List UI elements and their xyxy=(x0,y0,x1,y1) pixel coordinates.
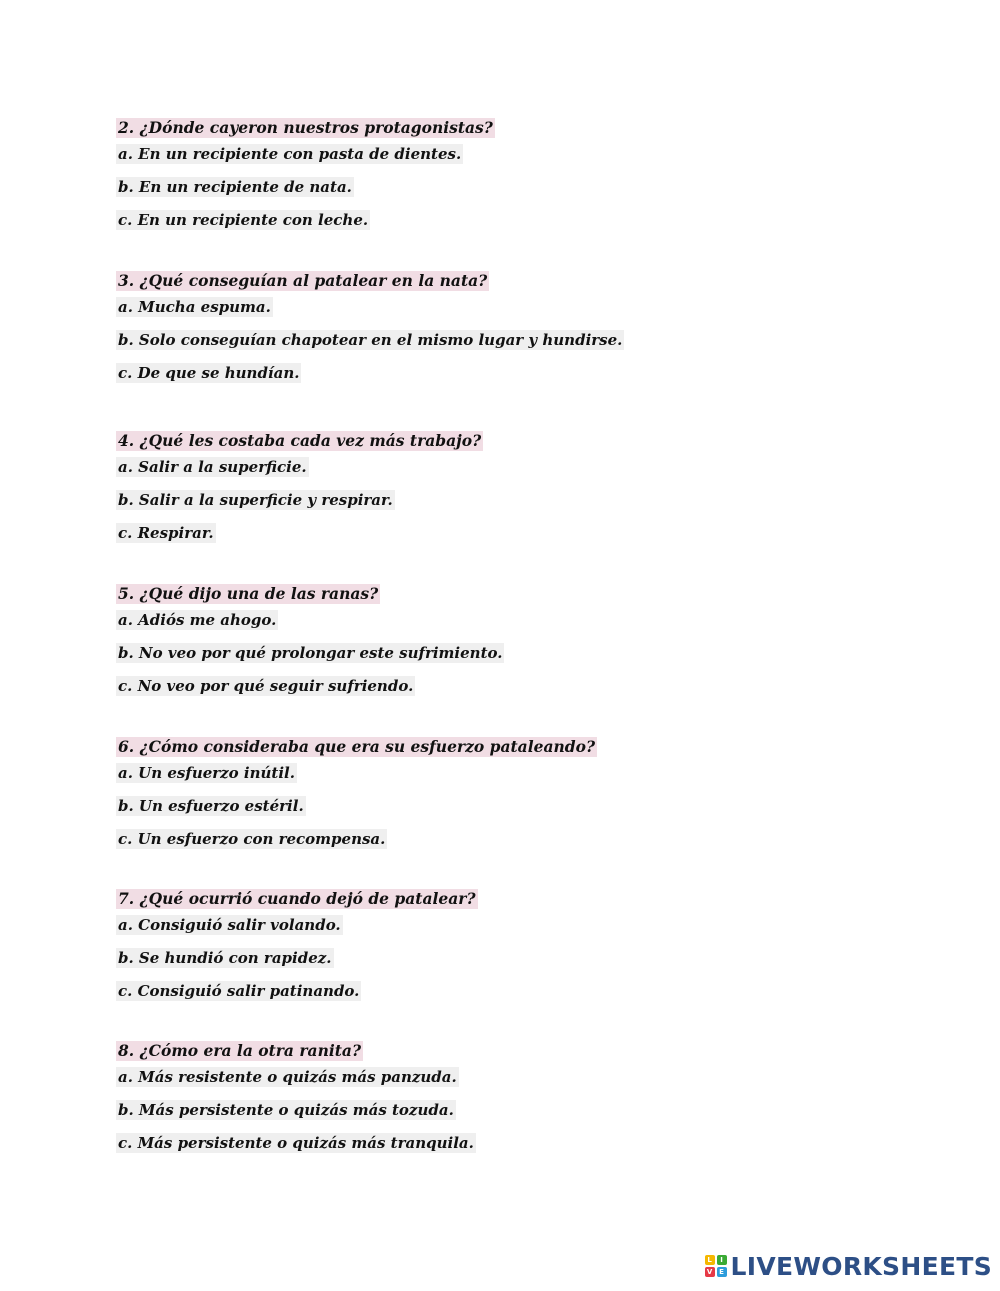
option-b[interactable]: b. No veo por qué prolongar este sufrimiento. xyxy=(118,644,503,662)
option-b[interactable]: b. Salir a la superficie y respirar. xyxy=(118,491,393,509)
question-title: 8. ¿Cómo era la otra ranita? xyxy=(118,1041,362,1060)
logo-letter-e: E xyxy=(717,1267,727,1277)
question-title: 6. ¿Cómo consideraba que era su esfuerzo pataleando? xyxy=(118,737,596,756)
option-a[interactable]: a. Salir a la superficie. xyxy=(118,458,307,476)
question-3 xyxy=(116,271,816,396)
option-c[interactable]: c. Consiguió salir patinando. xyxy=(118,982,360,1000)
option-b[interactable]: b. Solo conseguían chapotear en el mismo lugar y hundirse. xyxy=(118,331,623,349)
liveworksheets-logo-icon xyxy=(705,1255,727,1277)
option-a[interactable]: a. Consiguió salir volando. xyxy=(118,916,341,934)
option-a[interactable]: a. Más resistente o quizás más panzuda. xyxy=(118,1068,457,1086)
question-2 xyxy=(116,118,816,243)
logo-letter-v: V xyxy=(705,1267,715,1277)
option-a[interactable]: a. Un esfuerzo inútil. xyxy=(118,764,295,782)
option-c[interactable]: c. Un esfuerzo con recompensa. xyxy=(118,830,386,848)
brand-name: LIVEWORKSHEETS xyxy=(730,1251,992,1281)
question-title: 5. ¿Qué dijo una de las ranas? xyxy=(118,584,379,603)
option-a[interactable]: a. Mucha espuma. xyxy=(118,298,271,316)
question-title: 4. ¿Qué les costaba cada vez más trabajo? xyxy=(118,431,482,450)
liveworksheets-brand xyxy=(705,1251,992,1281)
option-a[interactable]: a. Adiós me ahogo. xyxy=(118,611,277,629)
question-7 xyxy=(116,889,816,1014)
option-c[interactable]: c. En un recipiente con leche. xyxy=(118,211,369,229)
option-b[interactable]: b. Un esfuerzo estéril. xyxy=(118,797,304,815)
option-b[interactable]: b. En un recipiente de nata. xyxy=(118,178,352,196)
question-8 xyxy=(116,1041,816,1166)
option-c[interactable]: c. Más persistente o quizás más tranquila. xyxy=(118,1134,474,1152)
option-b[interactable]: b. Se hundió con rapidez. xyxy=(118,949,332,967)
question-title: 3. ¿Qué conseguían al patalear en la nata? xyxy=(118,271,488,290)
question-title: 7. ¿Qué ocurrió cuando dejó de patalear? xyxy=(118,889,476,908)
option-a[interactable]: a. En un recipiente con pasta de dientes. xyxy=(118,145,462,163)
option-c[interactable]: c. De que se hundían. xyxy=(118,364,300,382)
question-4 xyxy=(116,431,816,556)
logo-letter-i: I xyxy=(717,1255,727,1265)
question-title: 2. ¿Dónde cayeron nuestros protagonistas? xyxy=(118,118,493,137)
question-6 xyxy=(116,737,816,862)
option-b[interactable]: b. Más persistente o quizás más tozuda. xyxy=(118,1101,454,1119)
option-c[interactable]: c. Respirar. xyxy=(118,524,214,542)
question-5 xyxy=(116,584,816,709)
option-c[interactable]: c. No veo por qué seguir sufriendo. xyxy=(118,677,414,695)
logo-letter-l: L xyxy=(705,1255,715,1265)
